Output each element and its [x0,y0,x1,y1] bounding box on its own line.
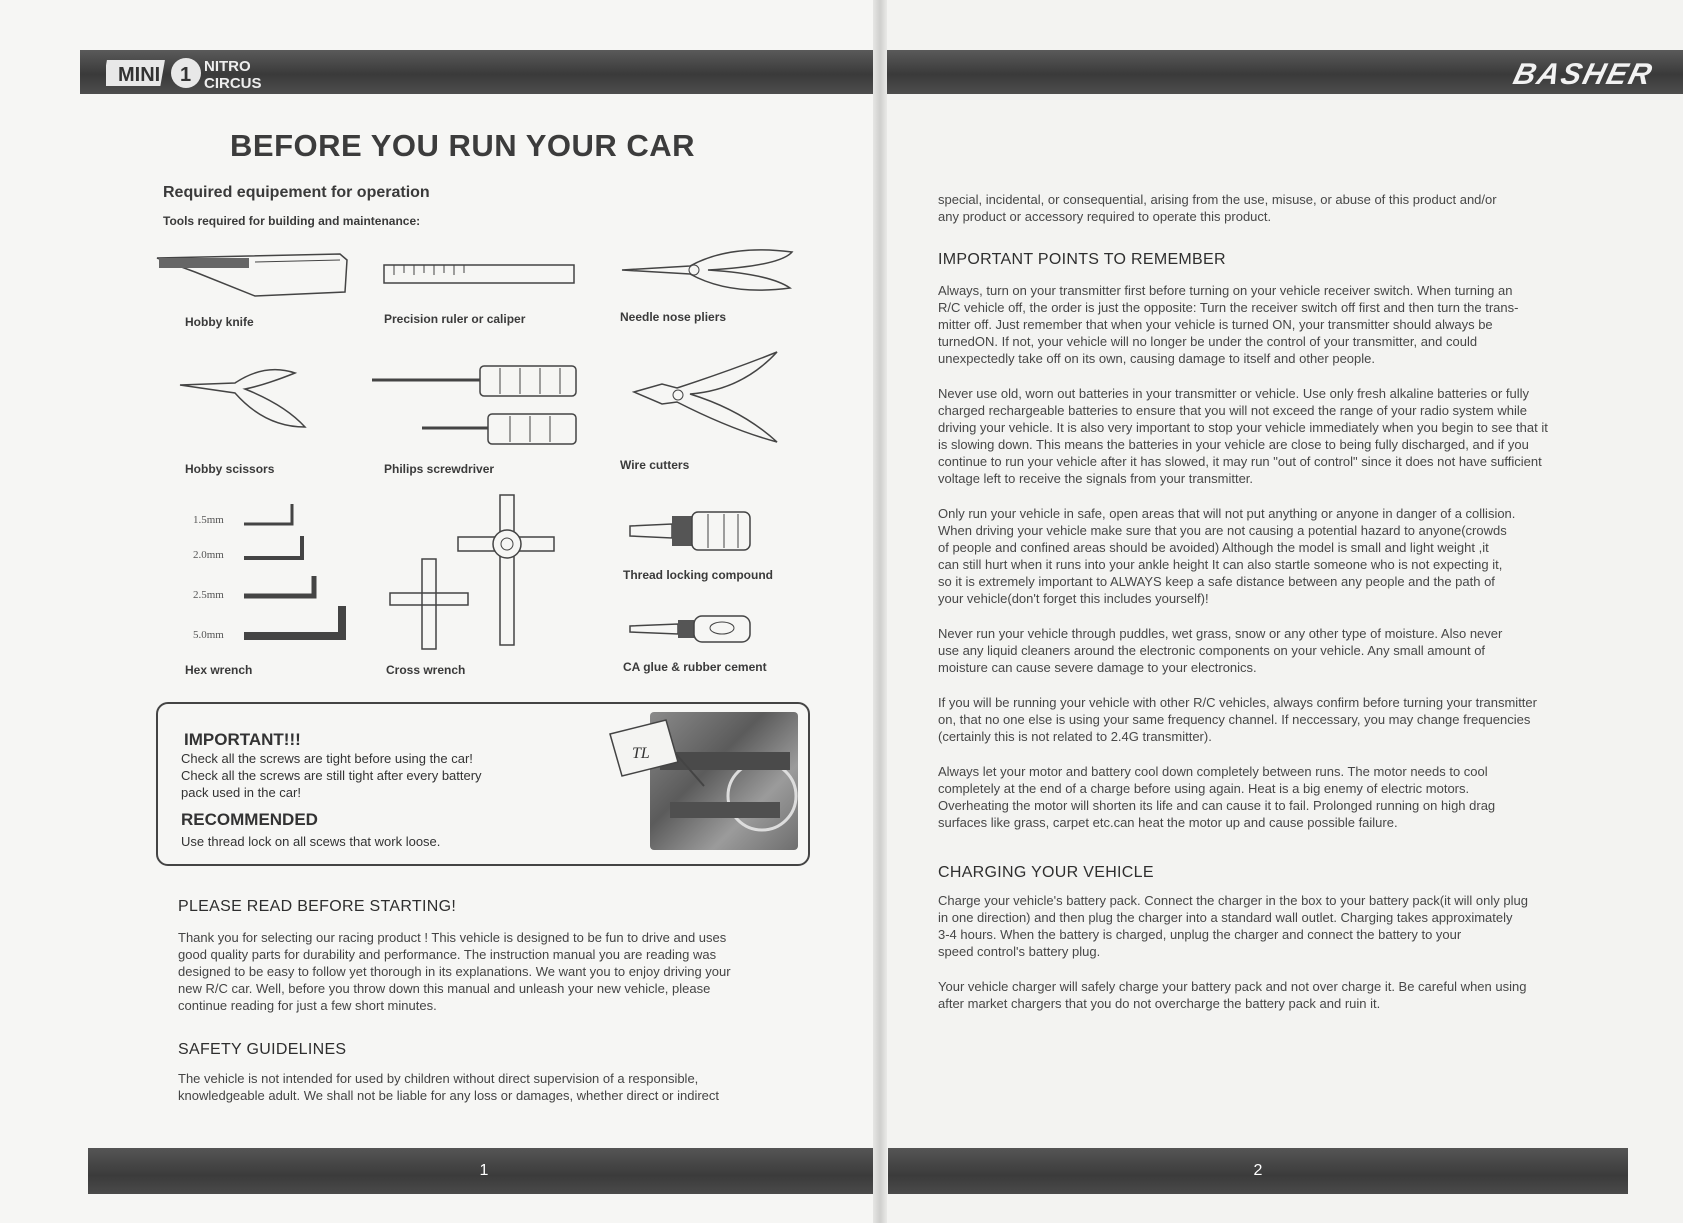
tl-label: TL [632,745,650,762]
right-footer-bar [888,1148,1628,1194]
text-line: Charge your vehicle's battery pack. Connect the charger in the box to your battery pack(it will only plug [938,893,1528,908]
moisture-paragraph [938,625,1628,676]
text-line: Thank you for selecting our racing product ! This vehicle is designed to be fun to drive and uses [178,930,727,945]
important-heading: IMPORTANT!!! [184,730,301,749]
wire-cutters-label: Wire cutters [620,458,690,472]
svg-text:CIRCUS: CIRCUS [204,75,262,90]
text-line: Your vehicle charger will safely charge your battery pack and not over charge it. Be careful when using [938,979,1527,994]
text-line: Only run your vehicle in safe, open areas that will not put anything or anyone in danger of a collision. [938,506,1516,521]
safety-heading: SAFETY GUIDELINES [178,1041,347,1058]
mini-nitro-circus-logo [106,54,306,90]
ca-glue-tube-icon [628,614,753,644]
text-line: is slowing down. This means the batteries in your vehicle are close to being fully discharged, and if you [938,437,1529,452]
recommended-text: Use thread lock on all scews that work loose. [181,834,441,849]
text-line: moisture can cause severe damage to your electronics. [938,660,1257,675]
hex-wrench-icon [242,500,357,650]
text-line: continue reading for just a few short minutes. [178,998,437,1013]
text-line: When driving your vehicle make sure that you are not causing a potential hazard to anyone(crowds [938,523,1507,538]
hex-size-label: 2.5mm [193,589,224,601]
needle-nose-pliers-label: Needle nose pliers [620,310,727,324]
read-before-heading: PLEASE READ BEFORE STARTING! [178,898,457,915]
hex-size-label: 1.5mm [193,514,224,526]
frequency-paragraph [938,694,1658,745]
svg-text:NITRO: NITRO [204,58,251,75]
text-line: unexpectedly take off on its own, causing damage to itself and other people. [938,351,1375,366]
text-line: 3-4 hours. When the battery is charged, unplug the charger and connect the battery to your [938,927,1462,942]
safety-paragraph [178,1070,719,1104]
right-page [880,0,1683,1223]
hobby-scissors-label: Hobby scissors [185,462,275,476]
text-line: Always, turn on your transmitter first before turning on your vehicle receiver switch. When turning an [938,283,1513,298]
text-line: (certainly this is not related to 2.4G transmitter). [938,729,1212,744]
text-line: Never run your vehicle through puddles, wet grass, snow or any other type of moisture. Also never [938,626,1503,641]
hex-wrench-label: Hex wrench [185,663,253,677]
text-line: R/C vehicle off, the order is just the opposite: Turn the receiver switch off first and then turn the trans- [938,300,1519,315]
text-line: Overheating the motor will shorten its life and can cause it to fail. Prolonged running on high drag [938,798,1496,813]
hobby-scissors-icon [175,355,315,435]
ca-glue-label: CA glue & rubber cement [623,660,767,674]
recommended-heading: RECOMMENDED [181,810,318,829]
wire-cutters-icon [632,350,782,445]
text-line: of people and confined areas should be avoided) Although the model is small and light weight ,it [938,540,1489,555]
svg-text:1: 1 [180,64,192,86]
book-spine [873,0,887,1223]
philips-screwdriver-icon [370,362,580,450]
important-line: Check all the screws are still tight after every battery [181,768,482,783]
text-line: driving your vehicle. It is also very important to stop your vehicle immediately when you begin to see that it [938,420,1548,435]
important-line: Check all the screws are tight before using the car! [181,751,473,766]
text-line: Never use old, worn out batteries in your transmitter or vehicle. Use only fresh alkaline batteries or fully [938,386,1530,401]
intro-paragraph [938,191,1628,225]
svg-text:MINI: MINI [118,64,161,86]
hobby-knife-label: Hobby knife [185,315,254,329]
batteries-paragraph [938,385,1683,487]
text-line: charged rechargeable batteries to ensure that you will not exceed the range of your radio system while [938,403,1527,418]
text-line: can still hurt when it runs into your ankle height It can also startle someone who is not expecting it, [938,557,1503,572]
cross-wrench-icon [388,493,558,653]
ruler-label: Precision ruler or caliper [384,312,526,326]
safe-areas-paragraph [938,505,1628,607]
text-line: continue to run your vehicle after it has slowed, it may run "out of control" since it does not have sufficient [938,454,1542,469]
text-line: in one direction) and then plug the charger into a standard wall outlet. Charging takes approximately [938,910,1513,925]
text-line: completely at the end of a charge before using again. Heat is a big enemy of electric motors. [938,781,1470,796]
basher-logo: BASHER [1510,58,1658,91]
text-line: your vehicle(don't forget this includes yourself)! [938,591,1209,606]
thread-lock-bottle-icon [628,510,753,552]
page-title: BEFORE YOU RUN YOUR CAR [230,128,696,163]
text-line: voltage left to receive the signals from your transmitter. [938,471,1254,486]
read-before-paragraph [178,929,731,1014]
ruler-icon [382,262,577,286]
important-points-heading: IMPORTANT POINTS TO REMEMBER [938,251,1226,268]
logo-graphic [106,54,306,90]
text-line: after market chargers that you do not overcharge the battery pack and ruin it. [938,996,1381,1011]
hobby-knife-icon [155,252,350,298]
text-line: If you will be running your vehicle with other R/C vehicles, always confirm before turning your transmitter [938,695,1537,710]
text-line: any product or accessory required to operate this product. [938,209,1272,224]
page-number: 1 [479,1162,489,1179]
text-line: so it is extremely important to ALWAYS keep a safe distance between any people and the path of [938,574,1495,589]
hex-size-label: 2.0mm [193,549,224,561]
charging-paragraph [938,892,1628,960]
text-line: speed control's battery plug. [938,944,1101,959]
tl-bottle-icon [604,712,714,792]
charging-heading: CHARGING YOUR VEHICLE [938,864,1154,881]
important-line: pack used in the car! [181,785,301,800]
page-number: 2 [1253,1162,1263,1179]
cross-wrench-label: Cross wrench [386,663,466,677]
text-line: knowledgeable adult. We shall not be liable for any loss or damages, whether direct or indirect [178,1088,720,1103]
left-header-bar [80,50,880,94]
thread-lock-label: Thread locking compound [623,568,774,582]
motor-cooling-paragraph [938,763,1628,831]
tools-heading: Tools required for building and maintenance: [163,214,421,228]
text-line: Always let your motor and battery cool down completely between runs. The motor needs to cool [938,764,1488,779]
text-line: designed to be easy to follow yet thorough in its explanations. We want you to enjoy driving your [178,964,731,979]
required-equipment-heading: Required equipement for operation [163,184,430,201]
text-line: new R/C car. Well, before you throw down this manual and unleash your new vehicle, please [178,981,711,996]
text-line: The vehicle is not intended for used by children without direct supervision of a responsible, [178,1071,699,1086]
needle-nose-pliers-icon [620,244,795,296]
hex-size-label: 5.0mm [193,629,224,641]
text-line: mitter off. Just remember that when your vehicle is turned ON, your transmitter should always be [938,317,1493,332]
text-line: good quality parts for durability and performance. The instruction manual you are reading was [178,947,717,962]
text-line: special, incidental, or consequential, arising from the use, misuse, or abuse of this product and/or [938,192,1497,207]
left-footer-bar [88,1148,880,1194]
right-header-bar [880,50,1683,94]
philips-screwdriver-label: Philips screwdriver [384,462,495,476]
text-line: surfaces like grass, carpet etc.can heat the motor up and cause possible failure. [938,815,1398,830]
transmitter-paragraph [938,282,1628,367]
charger-paragraph [938,978,1628,1012]
text-line: on, that no one else is using your same frequency channel. If neccessary, you may change frequencies [938,712,1531,727]
text-line: use any liquid cleaners around the electronic components on your vehicle. Any small amount of [938,643,1486,658]
text-line: turnedON. If not, your vehicle will no longer be under the control of your transmitter, and could [938,334,1478,349]
